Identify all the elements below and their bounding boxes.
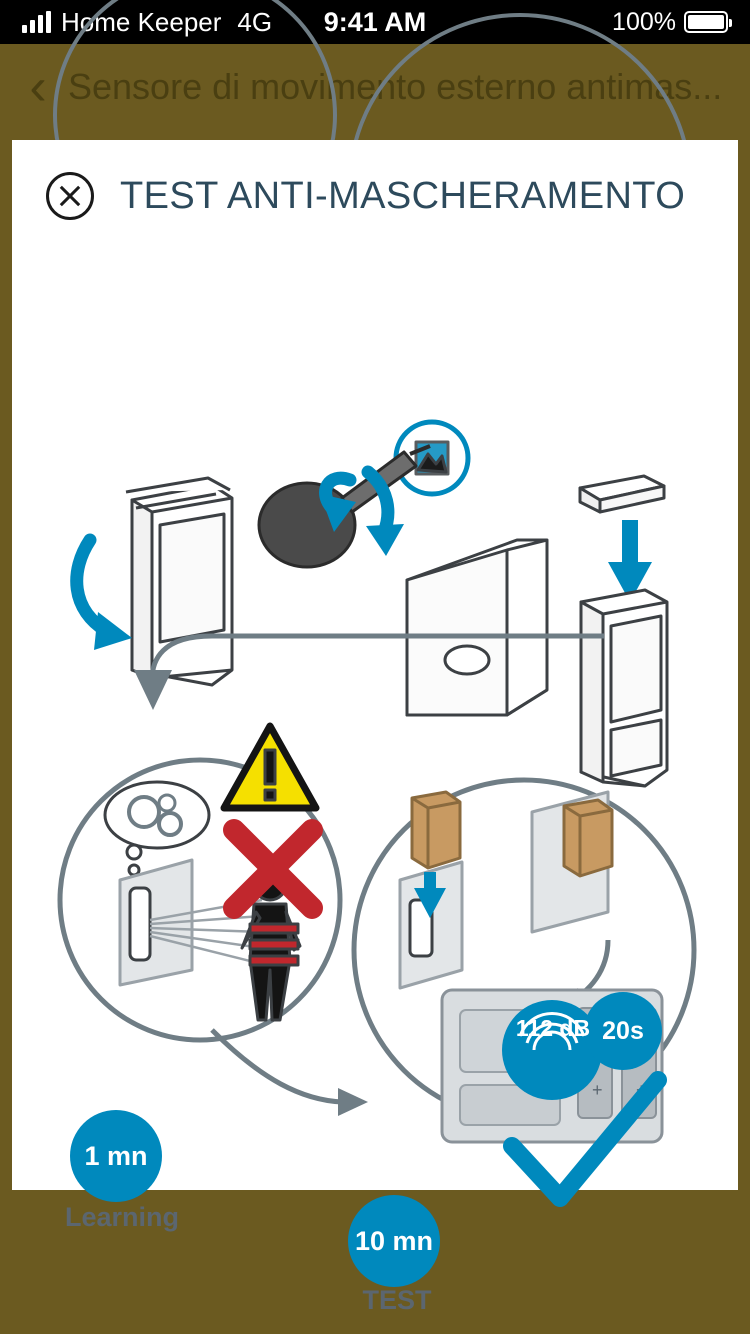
delay-badge: 20s [584, 992, 662, 1070]
back-chevron-icon[interactable]: ‹ [29, 58, 47, 116]
page-title: Sensore di movimento esterno antimas... [68, 66, 723, 107]
anti-masking-test-diagram [12, 240, 738, 1315]
modal-title: TEST ANTI-MASCHERAMENTO [120, 174, 686, 217]
test-label: TEST [362, 1285, 432, 1315]
battery-percent-label: 100% [612, 7, 676, 36]
learning-duration-badge: 1 mn [70, 1110, 162, 1202]
learning-label: Learning [64, 1202, 179, 1232]
carrier-label: Home Keeper [61, 6, 222, 37]
test-duration-badge: 10 mn [348, 1195, 440, 1287]
svg-text:+: + [592, 1080, 603, 1100]
status-bar-right [612, 8, 728, 37]
sound-level-badge: 112 dB [515, 1015, 591, 1041]
modal-header [12, 140, 738, 220]
anti-masking-test-modal [12, 140, 738, 1315]
network-type-label: 4G [237, 6, 273, 37]
battery-full-icon [684, 11, 728, 33]
svg-text:+: + [636, 1080, 647, 1100]
close-circle-icon[interactable] [46, 172, 94, 220]
clock-label: 9:41 AM [323, 6, 427, 37]
